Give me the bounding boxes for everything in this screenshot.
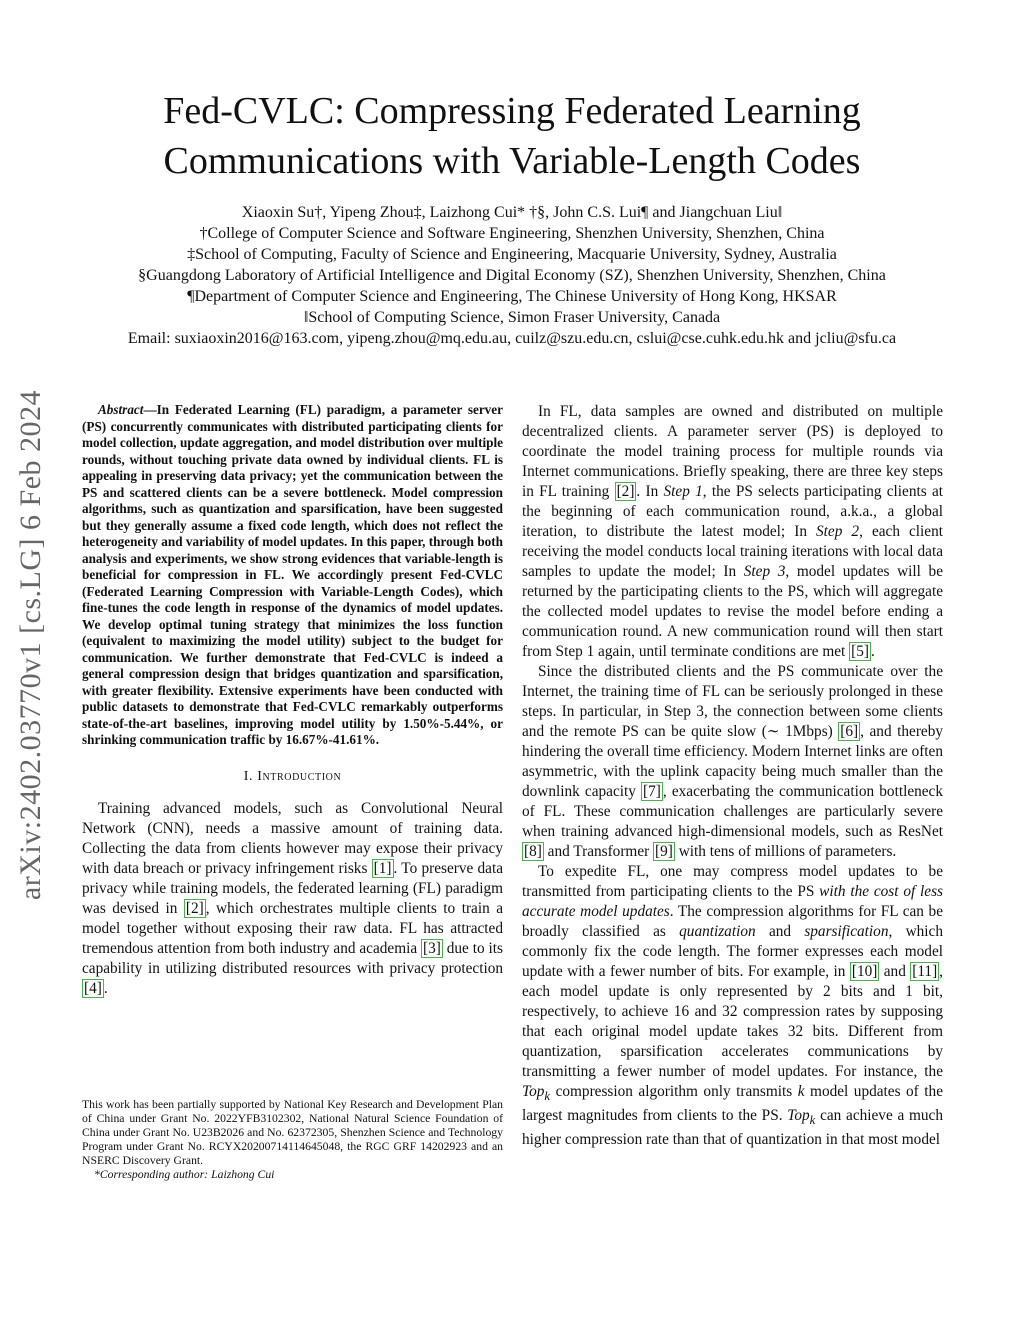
text-span: , and thereby hindering the overall time efficiency. Modern Internet links are often asymmetric, with the uplink capacity being much smaller than the downlink capacity (522, 723, 943, 800)
step-label: Step 1 (663, 483, 703, 500)
citation-link[interactable]: [2] (185, 899, 204, 917)
abstract-label: Abstract (98, 402, 144, 417)
citation-link[interactable]: [1] (373, 859, 392, 877)
title-line-1: Fed-CVLC: Compressing Federated Learning (163, 90, 861, 132)
intro-paragraph-2 (522, 402, 943, 662)
footnote (82, 1098, 503, 1182)
author-emails: Email: suxiaoxin2016@163.com, yipeng.zhou@mq.edu.au, cuilz@szu.edu.cn, cslui@cse.cuhk.edu.hk and jcliu@sfu.ca (127, 330, 897, 347)
abstract (82, 402, 503, 749)
math-text: Top (522, 1083, 545, 1100)
text-span: . (103, 979, 108, 997)
emphasis-text: quantization (679, 923, 756, 940)
text-span: , the PS selects participating clients at the beginning of each communication round, a.k.a., a global iteration, to distribute the latest model; In (522, 483, 943, 540)
text-span: and Transformer (543, 843, 654, 860)
left-column (82, 402, 503, 999)
text-span: , exacerbating the communication bottleneck of FL. These communication challenges are particularly severe when training advanced high-dimensional models, such as ResNet (522, 783, 943, 840)
text-span: To expedite FL, one may compress model updates to be transmitted from participating clients to the PS (522, 863, 943, 900)
citation-link[interactable]: [10] (851, 963, 878, 980)
intro-paragraph-4 (522, 862, 943, 1150)
section-title: Introduction (257, 768, 342, 784)
step-label: Step 3 (743, 563, 786, 580)
title-line-2: Communications with Variable-Length Codes (163, 140, 861, 182)
text-span: , which orchestrates multiple clients to train a model together without exposing their raw data. FL has attracted tremendous attention from both industry and academia (82, 899, 503, 957)
text-span: with tens of millions of parameters. (674, 843, 897, 860)
affiliation-2: ‡School of Computing, Faculty of Science and Engineering, Macquarie University, Sydney, Australia (187, 246, 837, 263)
math-subscript: k (809, 1113, 816, 1128)
citation-link[interactable]: [2] (616, 483, 635, 500)
affiliation-4: ¶Department of Computer Science and Engineering, The Chinese University of Hong Kong, HKSAR (187, 288, 837, 305)
paper-title (80, 86, 944, 186)
emphasis-text: sparsification (804, 923, 889, 940)
arxiv-stamp (10, 365, 52, 925)
text-span: In FL, data samples are owned and distributed on multiple decentralized clients. A parameter server (PS) is deployed to coordinate the model training process for multiple rounds via Internet communications. Briefly speaking, there are three key steps in FL training (522, 403, 943, 500)
affiliation-5: ‖School of Computing Science, Simon Fraser University, Canada (303, 309, 721, 326)
text-span: , each client receiving the model conducts local training iterations with local data samples to update the model; In (522, 523, 943, 580)
intro-paragraph-1 (82, 799, 503, 999)
math-text: Top (787, 1107, 810, 1125)
text-span: can achieve a much higher compression rate than that of quantization in that most model (522, 1107, 943, 1149)
author-names: Xiaoxin Su†, Yipeng Zhou‡, Laizhong Cui* †§, John C.S. Lui¶ and Jiangchuan Liu‖ (241, 204, 783, 221)
math-topk (522, 1083, 551, 1104)
affiliation-3: §Guangdong Laboratory of Artificial Intelligence and Digital Economy (SZ), Shenzhen University, Shenzhen, China (138, 267, 886, 284)
affiliation-1: †College of Computer Science and Software Engineering, Shenzhen University, Shenzhen, China (199, 225, 825, 242)
text-span: . (870, 643, 875, 660)
citation-link[interactable]: [5] (851, 643, 869, 660)
citation-link[interactable]: [4] (84, 979, 102, 997)
section-numeral: I. (243, 768, 254, 784)
abstract-text: —In Federated Learning (FL) paradigm, a parameter server (PS) concurrently communicates with distributed participating clients for model collection, update aggregation, and model distribution over multiple rounds, without touching private data owned by individual clients. FL is appealing in preserving data privacy; yet the communication between the PS and scattered clients can be a severe bottleneck. Model compression algorithms, such as quantization and sparsification, have been suggested but they generally assume a fixed code length, which does not reflect the heterogeneity and variability of model updates. In this paper, through both analysis and experiments, we show strong evidences that variable-length is beneficial for compression in FL. We accordingly present Fed-CVLC (Federated Learning Compression with Variable-Length Codes), which fine-tunes the code length in response of the dynamics of model updates. We develop optimal tuning strategy that minimizes the loss function (equivalent to maximizing the model utility) subject to the budget for communication. We further demonstrate that Fed-CVLC is indeed a general compression design that bridges quantization and sparsification, with greater flexibility. Extensive experiments have been conducted with public datasets to demonstrate that Fed-CVLC remarkably outperforms state-of-the-art baselines, improving model utility by 1.50%-5.44%, or shrinking communication traffic by 16.67%-41.61%. (82, 402, 503, 747)
funding-note: This work has been partially supported by National Key Research and Development Plan of China under Grant No. 2022YFB3102302, National Natural Science Foundation of China under Grant No. U23B2026 and No. 62372305, Shenzhen Science and Technology Program under Grant No. RCYX20200714114645048, the RGC GRF 14202923 and an NSERC Discovery Grant. (82, 1098, 503, 1167)
text-span: Since the distributed clients and the PS communicate over the Internet, the training time of FL can be seriously prolonged in these steps. In particular, in Step 3, the connection between some clients and the remote PS can be quite slow (∼ 1Mbps) (522, 663, 943, 740)
citation-link[interactable]: [6] (840, 723, 859, 740)
text-span: . In (636, 483, 664, 500)
arxiv-stamp-text: arXiv:2402.03770v1 [cs.LG] 6 Feb 2024 (14, 389, 47, 901)
citation-link[interactable]: [7] (643, 783, 661, 800)
text-span: , which commonly fix the code length. The former expresses each model update with a fewer number of bits. For example, in (522, 923, 943, 980)
text-span: Training advanced models, such as Convolutional Neural Network (CNN), needs a massive amount of training data. Collecting the data from clients however may expose their privacy with data breach or privacy infringement risks (82, 799, 503, 877)
right-column (522, 402, 943, 1150)
citation-link[interactable]: [9] (655, 843, 673, 860)
text-span: and (879, 963, 911, 980)
text-span: model updates of the largest magnitudes from clients to the PS. (522, 1083, 943, 1125)
intro-paragraph-3 (522, 662, 943, 862)
text-span: compression algorithm only transmits (550, 1083, 798, 1100)
citation-link[interactable]: [3] (423, 939, 441, 957)
citation-link[interactable]: [11] (912, 963, 938, 980)
math-topk (787, 1107, 816, 1128)
author-block (60, 202, 964, 349)
corresponding-author-note: *Corresponding author: Laizhong Cui (94, 1168, 275, 1181)
text-span: . To preserve data privacy while training models, the federated learning (FL) paradigm was devised in (82, 859, 503, 917)
emphasis-text: with the cost of less accurate model updates (522, 883, 943, 920)
text-span: due to its capability in utilizing distributed resources with privacy protection (82, 939, 503, 977)
section-heading-introduction (82, 767, 503, 787)
text-span: and (755, 923, 805, 940)
text-span: , each model update is only represented by 2 bits and 1 bit, respectively, to achieve 16 and 32 compression rates by supposing that each original model update takes 32 bits. Different from quantization, sparsification accelerates communications by transmitting a fewer number of model updates. For instance, the (522, 963, 943, 1080)
citation-link[interactable]: [8] (524, 843, 542, 860)
math-subscript: k (544, 1089, 551, 1104)
text-span: , model updates will be returned by the participating clients to the PS, which will aggregate the collected model updates to revise the model before ending a communication round. A new communication round will then start from Step 1 again, until terminate conditions are met (522, 563, 943, 660)
text-span: . The compression algorithms for FL can be broadly classified as (522, 903, 944, 940)
math-k: k (797, 1083, 805, 1100)
step-label: Step 2 (816, 523, 860, 540)
